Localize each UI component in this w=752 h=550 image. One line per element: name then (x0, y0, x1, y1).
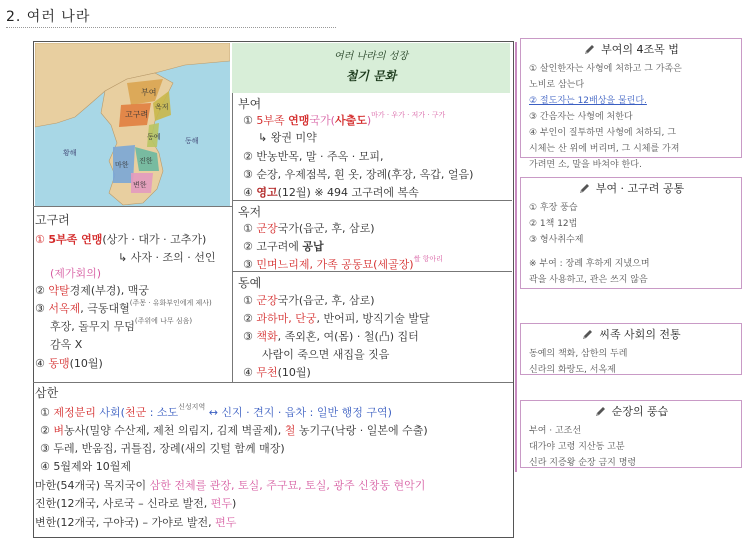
samhan-jinhan-a: 진한(12개국, 사로국 – 신라로 발전, (35, 497, 211, 510)
goguryeo-l3c-sup: (주위에 나무 심음) (134, 317, 193, 325)
goguryeo-line-2 (35, 282, 149, 298)
samhan-jinhan-b: 편두 (210, 497, 233, 510)
side-box-4-body (521, 423, 741, 471)
side-box-2-header (521, 178, 741, 200)
side-box-1-line: 가려면 소, 말을 바쳐야 한다. (529, 160, 642, 170)
map-label-mahan: 마한 (115, 161, 129, 169)
side-box-1-line: ② 절도자는 12배상을 물린다. (529, 96, 647, 106)
side-box-4-line: 부여 · 고조선 (529, 426, 582, 436)
okjeo-line-3 (243, 256, 443, 272)
map-label-sea-right: 동해 (185, 137, 199, 145)
dongye-l4-a: 무천 (256, 366, 278, 379)
side-box-3-body (521, 346, 741, 378)
samhan-mahan-a: 마한(54개국) 목지국이 (35, 479, 150, 492)
buyeo-l1-sup: 마가 · 우가 · 저가 · 구가 (371, 111, 446, 119)
side-box-clan (520, 323, 742, 375)
okjeo-l2-b: 공납 (302, 240, 324, 253)
okjeo-line-2 (243, 238, 324, 254)
column-divider (232, 93, 233, 382)
map-label-byeonhan: 변한 (133, 181, 147, 189)
side-box-2-line: ① 후장 풍습 (529, 203, 578, 213)
dongye-l3-a: 책화 (256, 330, 278, 343)
samhan-l1-d: : 소도 (146, 406, 179, 419)
goguryeo-line-1c: (제가회의) (50, 267, 102, 280)
dongye-l1-a: 군장 (256, 294, 278, 307)
side-box-3-title: 씨족 사회의 전통 (599, 328, 681, 341)
pen-icon (594, 406, 606, 418)
buyeo-l4-num: ④ (243, 186, 253, 199)
okjeo-l1-b: 국가(읍군, 후, 삼로) (277, 222, 375, 235)
banner-title: 여러 나라의 성장 (334, 51, 408, 62)
goguryeo-l2-a: 약탈 (48, 284, 70, 297)
pen-icon (583, 44, 595, 56)
banner-subtitle: 철기 문화 (345, 69, 397, 83)
dongye-l2-b: , 반어피, 방직기술 발달 (316, 312, 430, 325)
side-box-4-title: 순장의 풍습 (611, 405, 669, 418)
goguryeo-line-4 (35, 355, 103, 371)
goguryeo-l1-a: 5부족 연맹 (48, 233, 103, 246)
goguryeo-line-3d: 감옥 X (50, 338, 83, 351)
goguryeo-l4-a: 동맹 (48, 357, 70, 370)
map-label-buyeo: 부여 (141, 88, 157, 97)
samhan-l1-num: ① (40, 406, 50, 419)
dongye-l2-num: ② (243, 312, 253, 325)
goguryeo-l3-sup: (주몽 · 유화부인에게 제사) (129, 299, 212, 307)
goguryeo-l1-b: (상가 · 대가 · 고추가) (102, 233, 207, 246)
goguryeo-l3-num: ③ (35, 302, 45, 315)
side-box-common (520, 177, 742, 289)
korea-map-graphic (35, 43, 230, 206)
samhan-byeonhan (35, 514, 236, 530)
title-underline (6, 27, 336, 28)
side-box-2-line: ③ 형사취수제 (529, 235, 584, 245)
goguryeo-l1-num: ① (35, 233, 45, 246)
side-box-4-line: 신라 지증왕 순장 금지 명령 (529, 458, 637, 468)
map-image (35, 43, 230, 206)
dongye-l3-num: ③ (243, 330, 253, 343)
dongye-l1-num: ① (243, 294, 253, 307)
side-box-1-line: ④ 부인이 질투하면 사형에 처하되, 그 (529, 128, 676, 138)
samhan-byeonhan-a: 변한(12개국, 구야국) – 가야로 발전, (35, 516, 216, 529)
page-title: 2. 여러 나라 (6, 9, 91, 25)
dongye-line-2 (243, 310, 430, 326)
samhan-line-4: ④ 5월제와 10월제 (40, 460, 131, 473)
samhan-l1-c: 천군 (124, 406, 147, 419)
map-label-okjeo: 옥저 (155, 103, 169, 111)
section-heading-okjeo: 옥저 (238, 205, 262, 219)
dongye-line-3b: 사람이 죽으면 새집을 짓음 (262, 348, 390, 361)
buyeo-l1-a: 5부족 (256, 114, 285, 127)
okjeo-l3-sup: 쌀 항아리 (413, 255, 443, 263)
samhan-line-2 (40, 422, 428, 438)
samhan-line-3: ③ 두레, 반움집, 귀틀집, 장례(새의 깃털 함께 매장) (40, 442, 285, 455)
dongye-l4-num: ④ (243, 366, 253, 379)
goguryeo-l4-num: ④ (35, 357, 45, 370)
samhan-l2-a: ② (40, 424, 54, 437)
buyeo-line-1 (243, 112, 445, 128)
section-heading-goguryeo: 고구려 (35, 213, 70, 227)
samhan-byeonhan-b: 편두 (215, 516, 237, 529)
dongye-line-4 (243, 364, 311, 380)
side-box-1-line: 시체는 산 위에 버리며, 그 시체를 가져 (529, 144, 680, 154)
section-heading-samhan: 삼한 (35, 386, 59, 400)
map-label-sea-left: 황해 (63, 149, 77, 157)
buyeo-line-3: ③ 순장, 우제점복, 흰 옷, 장례(후장, 옥갑, 얼음) (243, 168, 474, 181)
buyeo-l1-d: 사출도 (334, 114, 367, 127)
side-box-1-body (521, 61, 741, 173)
dongye-line-1 (243, 292, 375, 308)
pen-icon (578, 183, 590, 195)
side-box-3-line: 동예의 책화, 삼한의 두레 (529, 349, 628, 359)
side-box-4-header (521, 401, 741, 423)
side-box-2-body (521, 200, 741, 288)
samhan-l2-c: 농사(밀양 수산제, 제천 의림지, 김제 벽골제), (64, 424, 285, 437)
okjeo-line-1 (243, 220, 375, 236)
buyeo-line-4 (243, 184, 419, 200)
samhan-l2-d: 철 (284, 424, 296, 437)
section-heading-dongye: 동예 (238, 276, 262, 290)
banner (232, 43, 510, 93)
goguryeo-l3c: 후장, 돌무지 무덤 (50, 320, 135, 333)
side-box-1-title: 부여의 4조목 법 (601, 43, 679, 56)
goguryeo-line-1b: ↳ 사자 · 조의 · 선인 (118, 251, 216, 264)
buyeo-l4-b: (12월) ※ 494 고구려에 복속 (277, 186, 419, 199)
goguryeo-line-3c (50, 318, 192, 334)
section-heading-buyeo: 부여 (238, 97, 262, 111)
divider-buyeo-okjeo (232, 200, 512, 201)
okjeo-l1-num: ① (243, 222, 253, 235)
side-box-burial (520, 400, 742, 468)
samhan-l2-b: 벼 (53, 424, 64, 437)
samhan-mahan (35, 477, 425, 493)
samhan-l2-e: 농기구(낙랑 · 일본에 수출) (295, 424, 428, 437)
dongye-line-3 (243, 328, 419, 344)
samhan-l1-b: 사회( (95, 406, 125, 419)
okjeo-l3-a: 민며느리제, 가족 공동묘(세골장) (256, 258, 414, 271)
side-box-1-header (521, 39, 741, 61)
side-box-2-line (529, 248, 733, 256)
goguryeo-l3-a: 서옥제 (48, 302, 81, 315)
side-box-1-line: ① 살인한자는 사형에 처하고 그 가족은 (529, 64, 682, 74)
dongye-l2-a: 과하마, 단궁 (256, 312, 317, 325)
okjeo-l2-a: ② 고구려에 (243, 240, 299, 253)
map-label-jinhan: 진한 (139, 157, 153, 165)
pen-icon (581, 329, 593, 341)
goguryeo-line-3 (35, 300, 212, 316)
buyeo-line-1b: ↳ 왕권 미약 (258, 131, 317, 144)
buyeo-l1-e: ) (366, 114, 372, 127)
samhan-l1-e: ↔ 신지 · 견지 · 읍차 : 일반 행정 구역) (205, 406, 392, 419)
samhan-l1-a: 제정분리 (53, 406, 96, 419)
goguryeo-l4-b: (10월) (69, 357, 103, 370)
okjeo-l3-num: ③ (243, 258, 253, 271)
side-box-3-line: 신라의 화랑도, 서옥제 (529, 365, 616, 375)
dongye-l3-b: , 족외혼, 여(몸) · 철(凸) 집터 (277, 330, 419, 343)
side-box-2-line: ② 1책 12법 (529, 219, 578, 229)
map-label-goguryeo: 고구려 (125, 110, 149, 119)
okjeo-l1-a: 군장 (256, 222, 278, 235)
side-box-2-line: 곽을 사용하고, 관은 쓰지 않음 (529, 275, 648, 285)
buyeo-l1-b: 연맹 (288, 114, 310, 127)
side-connector-line (515, 42, 517, 472)
samhan-mahan-b: 삼한 전체를 관장, 토실, 주구묘, 토실, 광주 신창동 현악기 (149, 479, 426, 492)
dongye-l4-b: (10월) (277, 366, 311, 379)
side-box-buyeo-law (520, 38, 742, 170)
map-label-dongye: 동예 (147, 133, 161, 141)
buyeo-l4-a: 영고 (256, 186, 278, 199)
buyeo-line-2: ② 반농반목, 말 · 주옥 · 모피, (243, 150, 384, 163)
samhan-jinhan: 진한(12개국, 사로국 – 신라로 발전, 편두) (35, 497, 237, 510)
goguryeo-l2-b: 경제(부경), 맥궁 (69, 284, 149, 297)
side-box-1-line: 노비로 삼는다 (529, 80, 585, 90)
side-box-3-header (521, 324, 741, 346)
divider-map-goguryeo (33, 206, 232, 207)
samhan-l1-sup: 신성지역 (178, 403, 206, 411)
goguryeo-line-1 (35, 231, 206, 247)
side-box-1-line: ③ 간음자는 사형에 처한다 (529, 112, 633, 122)
goguryeo-l3-b: , 극동대혈 (80, 302, 130, 315)
divider-samhan (33, 382, 513, 383)
dongye-l1-b: 국가(읍군, 후, 삼로) (277, 294, 375, 307)
buyeo-l1-num: ① (243, 114, 253, 127)
goguryeo-l2-num: ② (35, 284, 45, 297)
buyeo-l1-c: 국가( (309, 114, 335, 127)
side-box-2-title: 부여 · 고구려 공통 (595, 182, 685, 195)
side-box-4-line: 대가야 고령 지산동 고분 (529, 442, 625, 452)
samhan-line-1 (40, 404, 392, 420)
side-box-2-line: ※ 부여 : 장례 후하게 지냈으며 (529, 259, 650, 269)
